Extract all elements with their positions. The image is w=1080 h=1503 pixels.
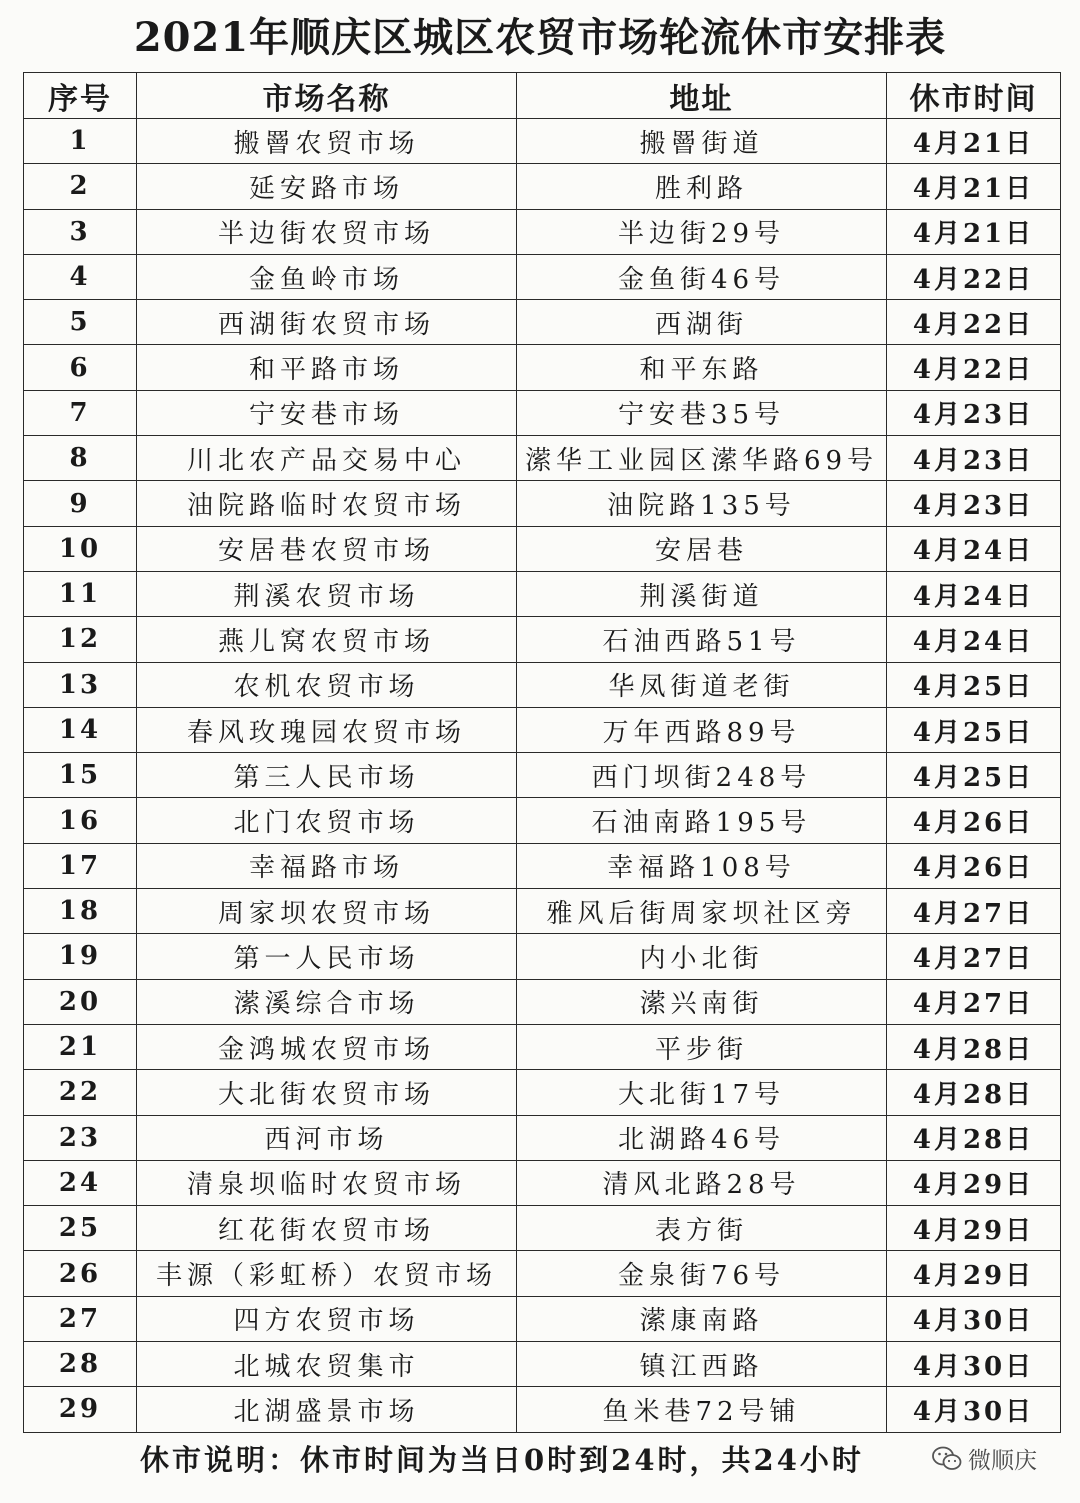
cell-address: 华凤街道老街: [517, 662, 887, 707]
table-row: [24, 254, 1061, 299]
cell-market-name: 春风玫瑰园农贸市场: [137, 707, 517, 752]
table-row: [24, 1160, 1061, 1205]
cell-address: 镇江西路: [517, 1342, 887, 1387]
cell-address: 北湖路46号: [517, 1115, 887, 1160]
cell-market-name: 北湖盛景市场: [137, 1387, 517, 1432]
table-row: [24, 436, 1061, 481]
cell-closing-date: 4月26日: [887, 798, 1061, 843]
cell-closing-date: 4月28日: [887, 1024, 1061, 1069]
cell-index: 29: [24, 1387, 137, 1432]
table-row: [24, 571, 1061, 616]
cell-index: 11: [24, 571, 137, 616]
table-row: [24, 1342, 1061, 1387]
cell-index: 23: [24, 1115, 137, 1160]
cell-index: 26: [24, 1251, 137, 1296]
cell-index: 21: [24, 1024, 137, 1069]
cell-market-name: 半边街农贸市场: [137, 209, 517, 254]
cell-address: 胜利路: [517, 164, 887, 209]
cell-address: 内小北街: [517, 934, 887, 979]
table-row: [24, 753, 1061, 798]
cell-closing-date: 4月25日: [887, 707, 1061, 752]
cell-market-name: 清泉坝临时农贸市场: [137, 1160, 517, 1205]
cell-market-name: 荆溪农贸市场: [137, 571, 517, 616]
cell-market-name: 油院路临时农贸市场: [137, 481, 517, 526]
table-row: [24, 1206, 1061, 1251]
cell-address: 金鱼街46号: [517, 254, 887, 299]
cell-index: 1: [24, 119, 137, 164]
table-row: [24, 345, 1061, 390]
closing-note: 休市说明：休市时间为当日0时到24时，共24小时: [140, 1443, 864, 1477]
table-row: [24, 1387, 1061, 1432]
table-row: [24, 617, 1061, 662]
cell-closing-date: 4月23日: [887, 390, 1061, 435]
table-row: [24, 481, 1061, 526]
cell-address: 万年西路89号: [517, 707, 887, 752]
cell-closing-date: 4月30日: [887, 1342, 1061, 1387]
cell-closing-date: 4月21日: [887, 164, 1061, 209]
table-row: [24, 1115, 1061, 1160]
cell-market-name: 宁安巷市场: [137, 390, 517, 435]
cell-address: 潆康南路: [517, 1296, 887, 1341]
cell-index: 3: [24, 209, 137, 254]
table-row: [24, 1024, 1061, 1069]
cell-address: 潆华工业园区潆华路69号: [517, 436, 887, 481]
cell-index: 25: [24, 1206, 137, 1251]
table-row: [24, 843, 1061, 888]
cell-index: 15: [24, 753, 137, 798]
cell-index: 9: [24, 481, 137, 526]
cell-market-name: 大北街农贸市场: [137, 1070, 517, 1115]
cell-address: 油院路135号: [517, 481, 887, 526]
cell-market-name: 川北农产品交易中心: [137, 436, 517, 481]
cell-market-name: 第一人民市场: [137, 934, 517, 979]
cell-market-name: 农机农贸市场: [137, 662, 517, 707]
cell-market-name: 金鸿城农贸市场: [137, 1024, 517, 1069]
table-row: [24, 119, 1061, 164]
cell-index: 12: [24, 617, 137, 662]
cell-closing-date: 4月22日: [887, 254, 1061, 299]
cell-market-name: 和平路市场: [137, 345, 517, 390]
cell-address: 半边街29号: [517, 209, 887, 254]
table-row: [24, 934, 1061, 979]
table-row: [24, 390, 1061, 435]
cell-address: 鱼米巷72号铺: [517, 1387, 887, 1432]
cell-address: 潆兴南街: [517, 979, 887, 1024]
cell-address: 和平东路: [517, 345, 887, 390]
cell-closing-date: 4月24日: [887, 526, 1061, 571]
cell-index: 24: [24, 1160, 137, 1205]
cell-index: 2: [24, 164, 137, 209]
table-row: [24, 889, 1061, 934]
cell-closing-date: 4月22日: [887, 300, 1061, 345]
cell-market-name: 安居巷农贸市场: [137, 526, 517, 571]
cell-closing-date: 4月27日: [887, 934, 1061, 979]
cell-closing-date: 4月27日: [887, 889, 1061, 934]
cell-market-name: 延安路市场: [137, 164, 517, 209]
cell-market-name: 西湖街农贸市场: [137, 300, 517, 345]
cell-address: 宁安巷35号: [517, 390, 887, 435]
cell-closing-date: 4月30日: [887, 1296, 1061, 1341]
cell-index: 27: [24, 1296, 137, 1341]
cell-closing-date: 4月25日: [887, 662, 1061, 707]
table-row: [24, 979, 1061, 1024]
wechat-icon: [932, 1446, 962, 1472]
table-row: [24, 209, 1061, 254]
cell-index: 5: [24, 300, 137, 345]
watermark: [932, 1442, 1037, 1475]
cell-market-name: 搬罾农贸市场: [137, 119, 517, 164]
page-title: 2021年顺庆区城区农贸市场轮流休市安排表: [133, 14, 947, 61]
cell-closing-date: 4月22日: [887, 345, 1061, 390]
table-row: [24, 707, 1061, 752]
cell-closing-date: 4月29日: [887, 1160, 1061, 1205]
cell-market-name: 潆溪综合市场: [137, 979, 517, 1024]
table-row: [24, 1070, 1061, 1115]
header-closing-date: 休市时间: [887, 73, 1061, 119]
cell-address: 搬罾街道: [517, 119, 887, 164]
table-header-row: [24, 73, 1061, 119]
cell-closing-date: 4月25日: [887, 753, 1061, 798]
cell-index: 7: [24, 390, 137, 435]
cell-closing-date: 4月27日: [887, 979, 1061, 1024]
cell-closing-date: 4月24日: [887, 617, 1061, 662]
cell-market-name: 北城农贸集市: [137, 1342, 517, 1387]
cell-closing-date: 4月29日: [887, 1206, 1061, 1251]
table-row: [24, 1251, 1061, 1296]
cell-market-name: 幸福路市场: [137, 843, 517, 888]
cell-index: 8: [24, 436, 137, 481]
cell-index: 13: [24, 662, 137, 707]
cell-index: 16: [24, 798, 137, 843]
table-row: [24, 526, 1061, 571]
cell-market-name: 北门农贸市场: [137, 798, 517, 843]
cell-market-name: 西河市场: [137, 1115, 517, 1160]
cell-closing-date: 4月21日: [887, 119, 1061, 164]
cell-address: 雅风后街周家坝社区旁: [517, 889, 887, 934]
cell-address: 石油西路51号: [517, 617, 887, 662]
cell-closing-date: 4月21日: [887, 209, 1061, 254]
table-row: [24, 1296, 1061, 1341]
header-market-name: 市场名称: [137, 73, 517, 119]
cell-market-name: 丰源（彩虹桥）农贸市场: [137, 1251, 517, 1296]
cell-address: 平步街: [517, 1024, 887, 1069]
cell-index: 22: [24, 1070, 137, 1115]
cell-market-name: 第三人民市场: [137, 753, 517, 798]
cell-index: 18: [24, 889, 137, 934]
table-row: [24, 798, 1061, 843]
cell-address: 大北街17号: [517, 1070, 887, 1115]
cell-address: 表方街: [517, 1206, 887, 1251]
cell-index: 6: [24, 345, 137, 390]
cell-market-name: 红花街农贸市场: [137, 1206, 517, 1251]
table-row: [24, 662, 1061, 707]
cell-market-name: 金鱼岭市场: [137, 254, 517, 299]
cell-index: 4: [24, 254, 137, 299]
table-row: [24, 164, 1061, 209]
cell-address: 石油南路195号: [517, 798, 887, 843]
cell-address: 金泉街76号: [517, 1251, 887, 1296]
cell-index: 14: [24, 707, 137, 752]
cell-market-name: 四方农贸市场: [137, 1296, 517, 1341]
cell-index: 20: [24, 979, 137, 1024]
cell-closing-date: 4月29日: [887, 1251, 1061, 1296]
cell-index: 28: [24, 1342, 137, 1387]
cell-address: 荆溪街道: [517, 571, 887, 616]
cell-index: 19: [24, 934, 137, 979]
table-row: [24, 300, 1061, 345]
cell-market-name: 燕儿窝农贸市场: [137, 617, 517, 662]
cell-closing-date: 4月24日: [887, 571, 1061, 616]
cell-closing-date: 4月23日: [887, 481, 1061, 526]
cell-closing-date: 4月26日: [887, 843, 1061, 888]
cell-closing-date: 4月28日: [887, 1070, 1061, 1115]
header-address: 地址: [517, 73, 887, 119]
cell-address: 西门坝街248号: [517, 753, 887, 798]
cell-closing-date: 4月23日: [887, 436, 1061, 481]
cell-address: 清风北路28号: [517, 1160, 887, 1205]
cell-address: 西湖街: [517, 300, 887, 345]
cell-address: 幸福路108号: [517, 843, 887, 888]
cell-market-name: 周家坝农贸市场: [137, 889, 517, 934]
cell-closing-date: 4月30日: [887, 1387, 1061, 1432]
cell-address: 安居巷: [517, 526, 887, 571]
schedule-table: [23, 72, 1061, 1433]
watermark-text: 微顺庆: [968, 1448, 1037, 1474]
cell-closing-date: 4月28日: [887, 1115, 1061, 1160]
header-index: 序号: [24, 73, 137, 119]
cell-index: 10: [24, 526, 137, 571]
cell-index: 17: [24, 843, 137, 888]
